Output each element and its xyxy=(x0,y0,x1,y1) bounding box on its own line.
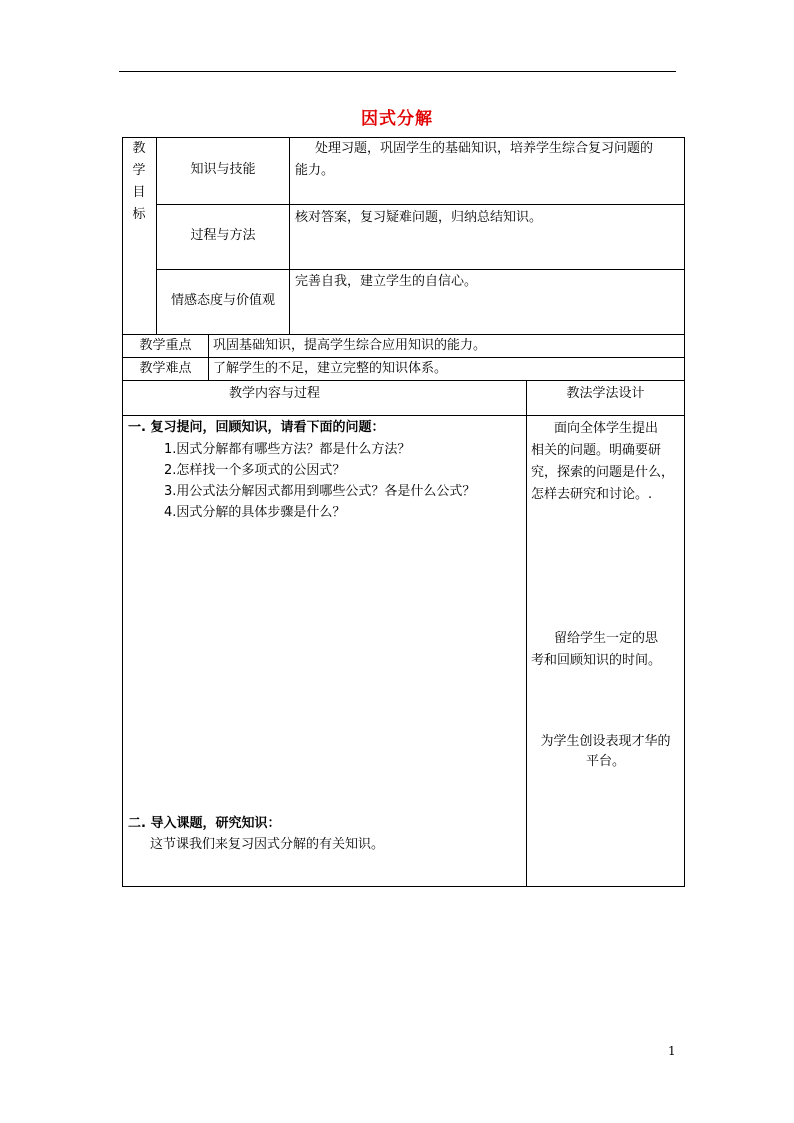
process-header-right: 教法学法设计 xyxy=(566,386,645,401)
objective-content-line: 核对答案，复习疑难问题，归纳总结知识。 xyxy=(295,210,543,225)
objectives-label-char: 教 xyxy=(132,141,146,156)
method-note-line: 考和回顾知识的时间。 xyxy=(531,653,662,668)
objective-name: 过程与方法 xyxy=(190,228,256,243)
objectives-label-char: 标 xyxy=(132,207,146,222)
method-note-line: 相关的问题。明确要研 xyxy=(531,443,662,458)
page-number: 1 xyxy=(668,1044,676,1058)
key-point-label: 教学重点 xyxy=(139,338,192,353)
objectives-label-char: 学 xyxy=(132,163,146,178)
review-question: 3.用公式法分解因式都用到哪些公式？各是什么公式？ xyxy=(164,484,476,499)
review-question: 4.因式分解的具体步骤是什么？ xyxy=(164,505,346,520)
objective-content-line: 处理习题，巩固学生的基础知识，培养学生综合复习问题的 xyxy=(315,141,654,156)
method-note-line: 平台。 xyxy=(585,754,625,769)
section1-heading: 一. 复习提问，回顾知识，请看下面的问题： xyxy=(128,420,385,435)
key-point-value: 巩固基础知识，提高学生综合应用知识的能力。 xyxy=(213,338,487,353)
difficulty-label: 教学难点 xyxy=(139,361,192,376)
objective-name: 情感态度与价值观 xyxy=(170,293,275,308)
header-rule xyxy=(119,71,676,72)
objectives-label-char: 目 xyxy=(132,185,146,200)
objective-content-line: 能力。 xyxy=(295,163,335,178)
method-note-line: 留给学生一定的思 xyxy=(554,631,659,646)
method-note-line: 面向全体学生提出 xyxy=(554,421,659,436)
objective-content-line: 完善自我，建立学生的自信心。 xyxy=(295,274,478,289)
section2-text: 这节课我们来复习因式分解的有关知识。 xyxy=(150,837,385,852)
section2-heading: 二. 导入课题，研究知识： xyxy=(128,816,281,831)
objective-name: 知识与技能 xyxy=(190,162,256,177)
review-question: 1.因式分解都有哪些方法？都是什么方法？ xyxy=(164,442,411,457)
review-question: 2.怎样找一个多项式的公因式？ xyxy=(164,463,346,478)
method-note-line: 怎样去研究和讨论。. xyxy=(531,487,653,502)
difficulty-value: 了解学生的不足，建立完整的知识体系。 xyxy=(213,361,448,376)
process-header-left: 教学内容与过程 xyxy=(228,386,320,401)
method-note-line: 为学生创设表现才华的 xyxy=(540,734,671,749)
objectives-label xyxy=(122,138,156,226)
method-note-line: 究，探索的问题是什么， xyxy=(531,465,675,480)
page-title: 因式分解 xyxy=(361,109,433,129)
